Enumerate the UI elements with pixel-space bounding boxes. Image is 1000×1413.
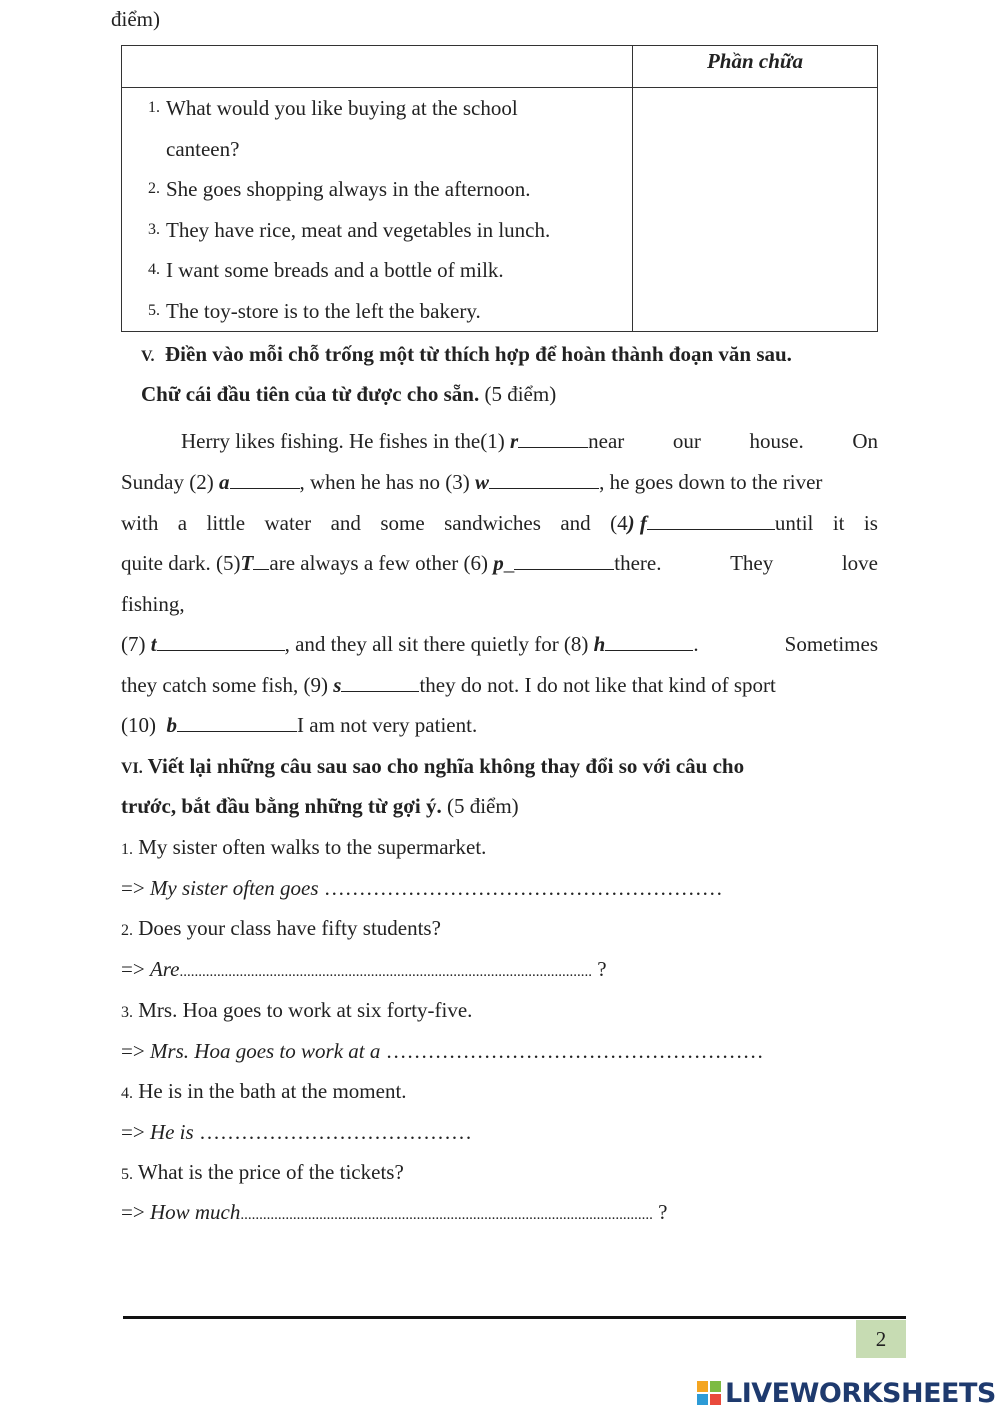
section6-title-bold: trước, bắt đầu bằng những từ gợi ý. [121,794,442,818]
answer-arrow: => [121,957,150,981]
rewrite-item-3 [121,996,472,1027]
passage-text: our [672,429,701,453]
item-text: She goes shopping always in the afternoon. [166,177,531,202]
answer-prompt: How much [149,1200,241,1224]
passage-text: love [841,551,878,575]
passage-text: they catch some fish, (9) [121,673,329,697]
blank-3-input[interactable] [489,470,599,489]
passage-text: sandwiches [444,511,541,535]
rewrite-answer-5[interactable] [121,1198,667,1229]
item-number: 5. [121,1166,133,1183]
blank-hint-2: a [219,470,230,494]
page-fragment-text: điểm) [111,7,160,31]
table-row-continuation [122,129,632,170]
blank-hint-6: p [493,551,504,575]
answer-end: ? [652,1200,668,1224]
blank-10-input[interactable] [177,713,297,732]
blank-hint-8: h [593,632,606,656]
passage-text: (4 [610,511,628,535]
blank-2-input[interactable] [230,470,300,489]
rewrite-item-5 [121,1158,404,1189]
item-text: The toy-store is to the left the bakery. [166,298,481,323]
section6-points: (5 điểm) [446,794,519,818]
blank-hint-5: T [240,551,254,575]
passage-text: On [852,429,878,453]
section5-title-line2 [141,380,556,408]
item-sentence: Does your class have fifty students? [138,916,441,940]
blank-1-input[interactable] [518,429,588,448]
blank-5-input[interactable] [253,551,269,570]
item-text: They have rice, meat and vegetables in lunch. [166,217,551,242]
item-sentence: He is in the bath at the moment. [138,1079,407,1103]
item-number: 3. [121,1004,133,1021]
correction-answer-cell[interactable] [633,88,878,332]
passage-text: water [264,511,312,535]
rewrite-answer-3[interactable] [121,1037,764,1065]
item-number: 3. [148,220,160,238]
item-text: canteen? [166,136,240,161]
passage-text: are always a few other (6) [269,551,489,575]
item-sentence: My sister often walks to the supermarket. [133,835,487,859]
correction-table [121,45,878,332]
blank-4-input[interactable] [647,511,775,530]
blank-hint-9: s [333,673,342,697]
item-sentence: Mrs. Hoa goes to work at six forty-five. [138,998,473,1022]
section5-numeral: V. [141,348,155,365]
item-number: 1. [121,841,133,858]
table-row [122,169,632,210]
passage-text: (10) [121,713,156,737]
passage-text: _ [503,551,515,575]
passage-line-5: fishing, [121,592,185,616]
table-header-right: Phần chữa [633,46,878,88]
table-header-left [122,46,633,88]
passage-line-3 [121,509,878,537]
page-number: 2 [856,1320,906,1358]
passage-line-1 [121,427,878,455]
item-number: 4. [121,1085,133,1102]
passage-line-4 [121,549,878,577]
table-row [122,88,632,129]
passage-text: little [206,511,246,535]
section6-title-line2 [121,792,519,820]
rewrite-answer-1[interactable] [121,874,723,902]
blank-hint-3: w [475,470,490,494]
answer-arrow: => [121,1039,150,1063]
item-number: 1. [148,99,160,117]
answer-dots: ……………………………………………… [380,1039,764,1063]
passage-text: I am not very patient. [297,713,478,737]
answer-arrow: => [121,876,150,900]
answer-dots: .............................................................................................................. [240,1207,653,1223]
passage-text: (7) [121,632,146,656]
passage-text: ) [627,511,635,535]
section6-title: Viết lại những câu sau sao cho nghĩa không thay đổi so với câu cho [147,754,745,778]
blank-hint-1: r [509,429,519,453]
passage-text: there. [614,551,662,575]
item-number: 5. [148,301,160,319]
answer-prompt: Are [149,957,180,981]
blank-7-input[interactable] [157,632,285,651]
passage-text: Sunday (2) [121,470,214,494]
item-number: 2. [121,922,133,939]
passage-text: (1) [480,429,505,453]
answer-arrow: => [121,1200,150,1224]
section5-points: (5 điểm) [484,382,557,406]
passage-line-2 [121,468,822,496]
table-row [122,210,632,251]
passage-line-8 [121,711,477,739]
blank-hint-10: b [166,713,177,737]
item-number: 4. [148,261,160,279]
rewrite-answer-4[interactable] [121,1118,472,1146]
passage-text: , and they all sit there quietly for (8) [284,632,589,656]
liveworksheets-logo [697,1378,996,1408]
section5-title: Điền vào mỗi chỗ trống một từ thích hợp để hoàn thành đoạn văn sau. [165,342,792,366]
rewrite-answer-2[interactable] [121,955,607,986]
table-row [122,250,632,291]
passage-text: , he goes down to the river [599,470,823,494]
passage-text: . [693,632,699,656]
passage-text: , when he has no (3) [299,470,470,494]
section6-numeral: VI. [121,760,143,777]
passage-text: they do not. I do not like that kind of sport [419,673,776,697]
passage-text: it [832,511,845,535]
rewrite-item-4 [121,1077,407,1108]
rewrite-item-2 [121,914,441,945]
section5-title-bold: Chữ cái đầu tiên của từ được cho sẵn. [141,382,480,406]
answer-dots: ………………………………… [193,1120,472,1144]
passage-text: some [380,511,425,535]
passage-text: They [730,551,774,575]
answer-dots: ………………………………………………… [318,876,723,900]
blank-hint-4: f [639,511,647,535]
passage-text: a [177,511,188,535]
blank-hint-7: t [150,632,157,656]
footer-divider [123,1316,906,1319]
blank-6-input[interactable] [514,551,614,570]
section5-title-line1 [141,340,792,371]
blank-8-input[interactable] [605,632,693,651]
passage-text: house. [749,429,804,453]
logo-text: LIVEWORKSHEETS [725,1377,996,1409]
passage-text: Herry likes fishing. He fishes in the [181,429,481,453]
passage-line-7 [121,671,776,699]
answer-arrow: => [121,1120,150,1144]
answer-prompt: My sister often goes [149,876,319,900]
passage-text: near [588,429,625,453]
passage-text: is [863,511,878,535]
liveworksheets-icon [697,1380,723,1406]
table-row [122,291,632,332]
item-text: I want some breads and a bottle of milk. [166,258,504,283]
passage-line-6 [121,630,878,658]
rewrite-item-1 [121,833,486,864]
answer-prompt: He is [149,1120,194,1144]
passage-text: with [121,511,159,535]
blank-9-input[interactable] [341,673,419,692]
passage-text: and [330,511,361,535]
answer-prompt: Mrs. Hoa goes to work at a [149,1039,381,1063]
item-text: What would you like buying at the school [166,96,518,121]
passage-text: until [774,511,814,535]
item-sentence: What is the price of the tickets? [137,1160,404,1184]
answer-end: ? [591,957,607,981]
answer-dots: .............................................................................................................. [179,964,592,980]
section6-title-line1 [121,752,878,783]
passage-text: Sometimes [784,632,878,656]
passage-text: and [560,511,591,535]
passage-text: quite dark. (5) [121,551,241,575]
item-number: 2. [148,180,160,198]
sentences-cell [122,88,633,332]
